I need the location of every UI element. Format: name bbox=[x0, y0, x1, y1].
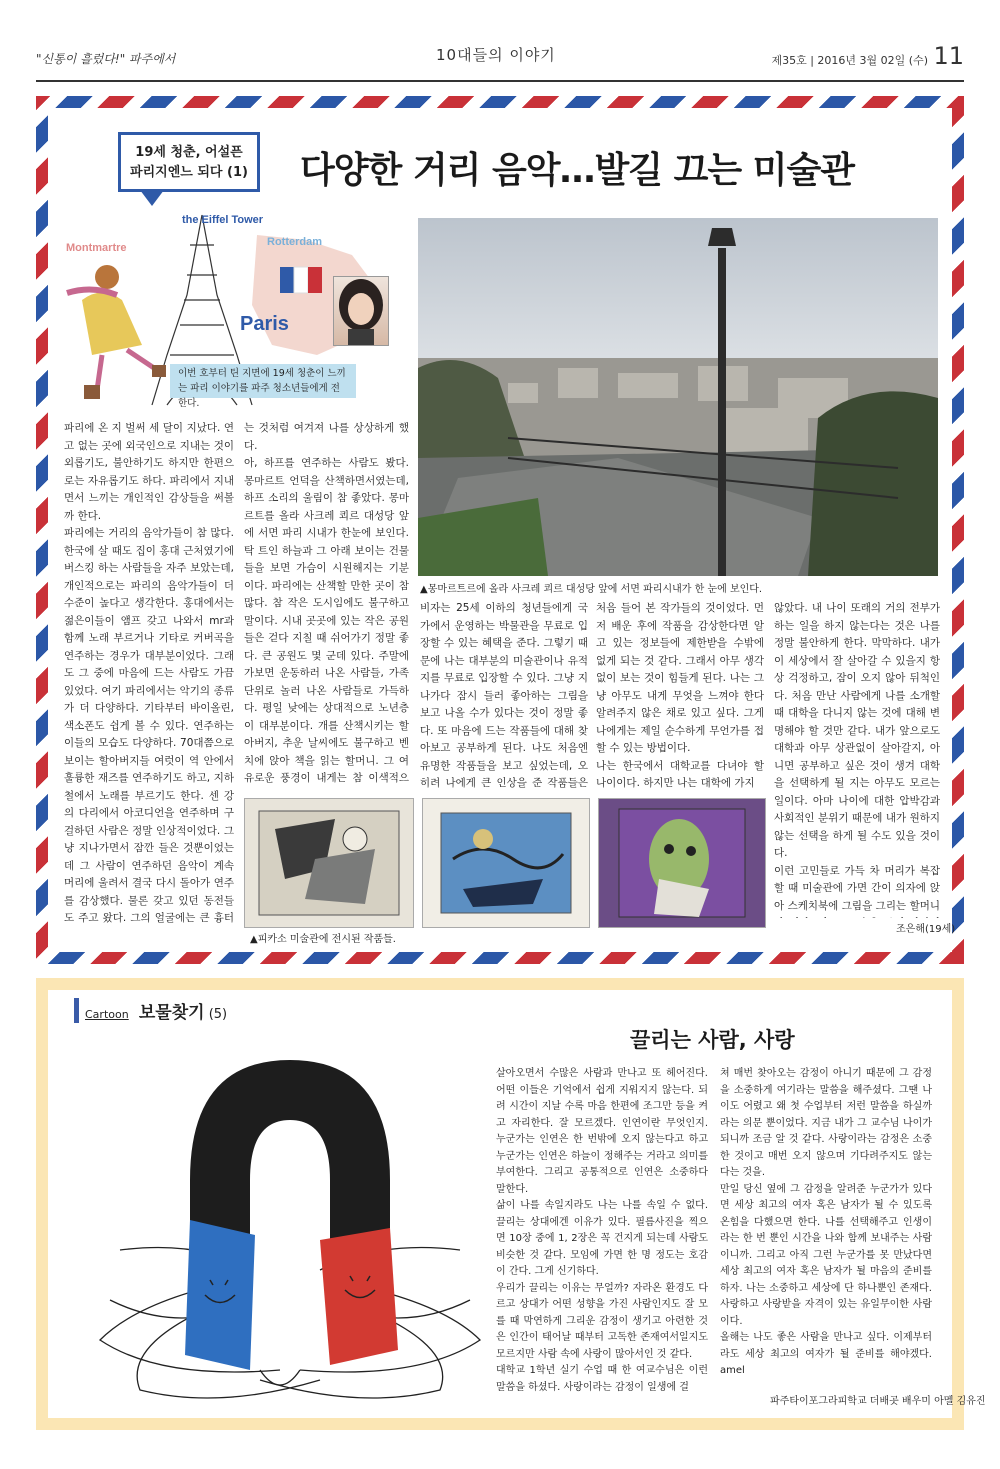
picasso-blue-painting-image bbox=[423, 799, 589, 927]
series-intro: 이번 호부터 틴 지면에 19세 청춘이 느끼는 파리 이야기를 파주 청소년들에게 전한다. bbox=[170, 364, 356, 398]
article-author: 조은해(19세) bbox=[896, 924, 956, 935]
field-lines bbox=[100, 1248, 480, 1399]
magnet-blue-pole bbox=[185, 1220, 255, 1370]
series-badge bbox=[118, 132, 260, 192]
article-column-5: 않았다. 내 나이 또래의 거의 전부가 하는 일을 하지 않는다는 것은 나를 정말 불안하게 한다. 막막하다. 내가 이 세상에서 잘 살아갈 수 있을지 항상 걱정하고, 잠이 오지 않아 뒤척인다. 처음 만난 사람에게 나를 소개할 때 대학을 다니지 않는 것에 대해 변명해야 할 것만 같다. 내가 앞으로도 대학과 아무 상관없이 살아갈지, 아니면 공부하고 싶은 것이 생겨 대학을 선택하게 될 지는 아무도 모르는 일이다. 아마 나이에 대한 압박감과 사회적인 분위기 때문에 내가 원하지 않는 선택을 하게 될 수도 있을 것이다. 이런 고민들로 가득 차 머리가 복잡할 때 미술관에 가면 간이 의자에 앉아 스케치북에 그림을 그리는 할머니 bbox=[774, 602, 940, 912]
series-badge-tail bbox=[140, 190, 164, 206]
cartoon-column-1: 살아오면서 수많은 사람과 만나고 또 헤어진다. 어떤 이들은 기억에서 쉽게 지워지지 않는다. 되려 시간이 지날 수록 마음 한편에 조그만 등을 켜고 자리한다. 잘 모르겠다. 인연이란 무엇인지. 누군가는 인연은 한 번밖에 오지 않는다고 하고 누군가는 인연은 하늘이 정해주는 거라고 의미를 부여한다. 그리고 공통적으로 인연은 소중하다 말한다. 삶이 나를 속일지라도 나는 나를 속일 수 없다. 끌리는 상대에겐 이유가 있다. 필름사진을 찍으면 10장 중에 1, 2장은 꼭 건지게 되는데 사람도 비슷한 것 같다. 모임에 가면 한 명 정도는 호감이 간다. 그게 신기하다. 우리가 끌리는 이유는 무얼까? 자라온 환경도 다르고 상대가 어떤 성향을 가진 사람인지도 잘 모를 때 막연하게 그리운 감정이 생기고 아련한 것은 인간이 태어날 때부터 고독한 존재여서일지도 모르지만 사람 속에 사랑이 많아서인 것 같다. 대학교 1학년 실기 수업 때 한 여교수님은 이런 말씀을 하셨다. 사랑이라는 감정이 일생에 걸 bbox=[496, 1068, 708, 1393]
flag-red bbox=[308, 267, 322, 293]
cartoon-author: 파주타이포그라피학교 더배곳 배우미 아멜 김유진 bbox=[770, 1396, 986, 1407]
artwork-caption: ▲피카소 미술관에 전시된 작품들. bbox=[250, 934, 396, 945]
walking-girl-icon bbox=[67, 265, 166, 399]
flag-blue bbox=[280, 267, 294, 293]
article-headline: 다양한 거리 음악…발길 끄는 미술관 bbox=[300, 150, 854, 191]
page-number: 11 bbox=[933, 42, 964, 70]
photo-caption: ▲몽마르트르에 올라 사크레 쾨르 대성당 앞에 서면 파리시내가 한 눈에 보인다. bbox=[420, 584, 763, 595]
series-line-2: 파리지엔느 되다 (1) bbox=[130, 165, 248, 180]
article-column-1: 파리에 온 지 벌써 세 달이 지났다. 연고 없는 곳에 외국인으로 지내는 것이 외롭기도, 불안하기도 하지만 한편으로는 자유롭기도 하다. 파리에서 지내면서 느끼는 개인적인 감상들을 써볼까 한다. 파리에는 거리의 음악가들이 참 많다. 한국에 살 때도 집이 홍대 근처였기에 버스킹 하는 사람들을 자주 보았는데, 개인적으로는 파리의 음악가들이 더 수준이 높다고 생각한다. 홍대에서는 젊은이들이 앰프 갖고 나와서 mr과 함께 노래 부르거나 기타로 커버곡을 연주하는 경우가 대부분이었다. 그래도 그 중에 마음에 드는 사람도 가끔 있었다. 여기 파리에서는 악기의 종류가 더 다양하다. 기타부터 바이올린, 색소폰도 쉽게 볼 수 있다. 연주하는 이들의 모습도 다양하다. 70대쯤으로 보이는 할아버지들 여럿이 역 안에서 훌륭한 재즈를 연주하기도 하고, 지하철에서 노래를 부르기도 한다. 센 강의 다리에서 아코디언을 연주하며 구걸하던 사람은 정말 인상적이었다. 그냥 지나가면서 잠깐 들은 것뿐이었는데 그 사람이 연주하던 음악이 계속 머리에 울려서 결국 다시 돌아가 연주를 감상했다. 물론 갖고 있던 동전들도 주고 왔다. 그의 얼굴에는 큰 흉터 bbox=[64, 422, 234, 924]
cartoon-tag-number: (5) bbox=[208, 1007, 228, 1022]
section-title: 10대들의 이야기 bbox=[436, 46, 556, 64]
cartoon-tag-kr: 보물찾기 bbox=[138, 1003, 205, 1023]
artwork-2 bbox=[422, 798, 590, 928]
label-paris: Paris bbox=[240, 313, 289, 335]
paris-view-image bbox=[418, 218, 938, 576]
series-line-1: 19세 청춘, 어설픈 bbox=[135, 145, 243, 160]
page-header bbox=[36, 40, 964, 82]
cartoon-tag-en: Cartoon bbox=[85, 1008, 129, 1021]
magnet-red-pole bbox=[320, 1228, 398, 1365]
cartoon-column-2: 쳐 매번 찾아오는 감정이 아니기 때문에 그 감정을 소중하게 여기라는 말씀을 해주셨다. 그땐 나이도 어렸고 왜 첫 수업부터 저런 말씀을 하실까라는 의문 뿐이었다. 지금 내가 그 교수님 나이가 되니까 조금 알 것 같다. 사랑이라는 감정은 소중한 것이고 매번 오지 않으며 기다려주지도 않는 다는 것을. 만일 당신 옆에 그 감정을 알려준 누군가가 있다면 세상 최고의 여자 혹은 남자가 될 수 있도록 온힘을 다했으면 한다. 나를 선택해주고 인생이라는 한 번 뿐인 시간을 나와 함께 보내주는 사람이니까. 그리고 아직 그런 누군가를 못 만났다면 세상 최고의 여자 혹은 남자가 될 마음의 준비를 하자. 나는 소중하고 세상에 단 하나뿐인 존재다. 사랑하고 사랑받을 자격이 있는 유일무이한 사람이다. 올해는 나도 좋은 사람을 만나고 싶다. 이제부터라도 세상 최고의 여자가 될 준비를 해야겠다. amel bbox=[720, 1068, 932, 1376]
author-photo bbox=[333, 276, 389, 346]
cartoon-series-tag bbox=[74, 998, 227, 1023]
article-column-4: 처음 들어 본 작가들의 것이었다. 먼저 배운 후에 작품을 감상한다면 알고 있는 정보들에 제한받을 수밖에 없게 되는 것 같다. 그래서 아무 생각 없이 보는 것이 힘들게 된다. 나는 그냥 아무도 내게 무엇을 느껴야 한다 알려주지 않은 채로 있고 싶다. 그게 나에게는 제일 순수하게 무언가를 접할 수 있는 방법이다. 나는 한국에서 대학교를 다녀야 할 나이이다. 하지만 나는 대학에 가지 bbox=[596, 602, 764, 788]
magnet-illustration bbox=[80, 1040, 500, 1420]
picasso-still-life-image bbox=[245, 799, 413, 927]
label-eiffel: the Eiffel Tower bbox=[182, 214, 264, 226]
newspaper-slogan: "신통이 흘렀다!" 파주에서 bbox=[36, 52, 176, 66]
montmartre-photo bbox=[418, 218, 938, 576]
article-column-2: 는 것처럼 여겨져 나를 상상하게 했다. 아, 하프를 연주하는 사람도 봤다. 몽마르트 언덕을 산책하면서였는데, 하프 소리의 울림이 참 좋았다. 몽마르트를 올라 사크레 쾨르 대성당 앞에 서면 파리 시내가 한눈에 보인다. 탁 트인 하늘과 그 아래 보이는 건물들을 보면 가슴이 시원해지는 기분이다. 파리에는 산책할 만한 곳이 참 많다. 참 작은 도시임에도 불구하고 말이다. 시내 곳곳에 있는 작은 공원들은 걷다 지칠 때 쉬어가기 정말 좋다. 큰 공원도 몇 군데 있다. 주말에 가보면 운동하러 나온 사람들, 가족 단위로 놀러 나온 사람들로 가득하다. 평일 낮에는 상대적으로 노년층이 대부분이다. 개를 산책시키는 할아버지, 추운 날씨에도 불구하고 벤치에 앉아 책을 읽는 할머니. 그 여유로운 풍경이 내게는 참 이색적으 bbox=[244, 422, 409, 784]
flag-white bbox=[294, 267, 308, 293]
label-montmartre: Montmartre bbox=[66, 242, 127, 254]
artwork-1 bbox=[244, 798, 414, 928]
picasso-weeping-woman-image bbox=[599, 799, 765, 927]
artwork-3 bbox=[598, 798, 766, 928]
issue-date: 제35호 | 2016년 3월 02일 (수) bbox=[771, 54, 928, 67]
label-rotterdam: Rotterdam bbox=[267, 236, 323, 248]
cartoon-title: 끌리는 사람, 사랑 bbox=[630, 1028, 795, 1052]
author-face-icon bbox=[334, 277, 388, 345]
article-column-3: 비자는 25세 이하의 청년들에게 국가에서 운영하는 박물관을 무료로 입장할 수 있는 혜택을 준다. 그렇기 때문에 나는 대부분의 미술관이나 유적지를 무료로 입장할 수 있다. 그냥 지나가다 잠시 들러 좋아하는 그림을 보고 나올 수가 있다는 것이 정말 좋다. 또 마음에 드는 작품들에 대해 찾아보고 공부하게 된다. 나도 처음엔 유명한 작품들을 보고 싶었는데, 오히려 나에게 큰 인상을 준 작품들은 bbox=[420, 602, 588, 788]
